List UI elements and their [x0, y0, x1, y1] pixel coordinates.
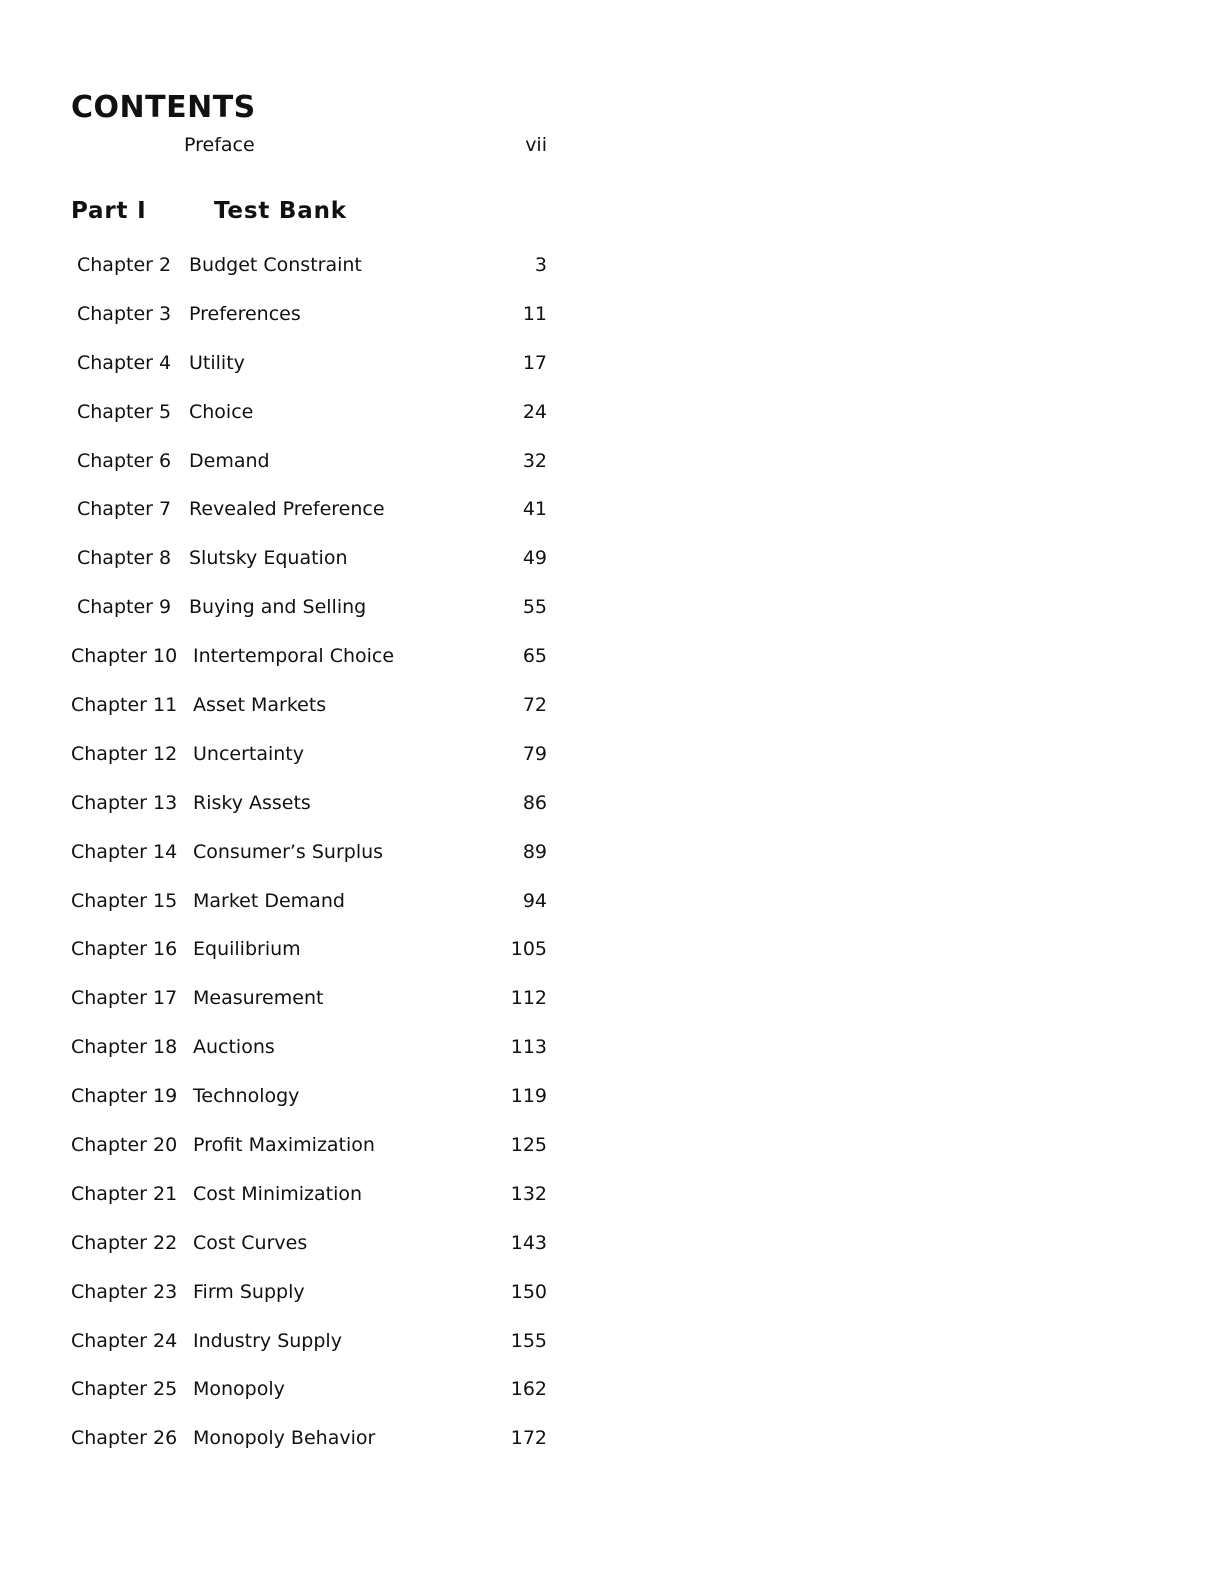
toc-entry-chapter[interactable] [71, 790, 547, 839]
toc-entry-chapter[interactable] [71, 1083, 547, 1132]
preface-page-number: vii [525, 134, 547, 156]
chapter-title: Market Demand [193, 889, 345, 912]
toc-entry-chapter[interactable] [71, 545, 547, 594]
chapter-title: Consumer’s Surplus [193, 840, 384, 863]
chapter-page-number: 49 [522, 547, 547, 570]
chapter-title: Profit Maximization [193, 1134, 375, 1157]
part-label: Part I [71, 198, 147, 224]
chapter-number: Chapter 3 [77, 302, 172, 325]
chapter-page-number: 41 [522, 498, 547, 521]
chapter-title: Asset Markets [193, 694, 327, 717]
chapter-number: Chapter 23 [71, 1280, 178, 1303]
chapter-number: Chapter 12 [71, 742, 178, 765]
chapter-page-number: 11 [522, 302, 547, 325]
chapter-number: Chapter 19 [71, 1085, 178, 1108]
toc-entry-chapter[interactable] [71, 350, 547, 399]
preface-label: Preface [184, 134, 255, 156]
page-title: CONTENTS [71, 90, 256, 126]
chapter-page-number: 132 [510, 1182, 547, 1205]
toc-entry-chapter[interactable] [71, 301, 547, 350]
chapter-page-number: 143 [510, 1231, 547, 1254]
chapter-page-number: 119 [510, 1085, 547, 1108]
chapter-title: Monopoly Behavior [193, 1427, 376, 1450]
toc-entry-chapter[interactable] [71, 643, 547, 692]
chapter-title: Measurement [193, 987, 324, 1010]
chapter-number: Chapter 9 [77, 596, 172, 619]
chapter-page-number: 162 [510, 1378, 547, 1401]
chapter-number: Chapter 14 [71, 840, 178, 863]
chapter-number: Chapter 7 [77, 498, 172, 521]
chapter-title: Risky Assets [193, 791, 311, 814]
toc-entry-chapter[interactable] [71, 936, 547, 985]
chapter-page-number: 55 [522, 596, 547, 619]
chapter-number: Chapter 13 [71, 791, 178, 814]
chapter-page-number: 112 [510, 987, 547, 1010]
chapter-page-number: 113 [510, 1036, 547, 1059]
chapter-number: Chapter 11 [71, 694, 178, 717]
chapter-number: Chapter 4 [77, 351, 172, 374]
toc-entry-chapter[interactable] [71, 692, 547, 741]
chapter-title: Buying and Selling [189, 596, 367, 619]
chapter-page-number: 3 [534, 254, 547, 276]
chapter-page-number: 125 [510, 1134, 547, 1157]
chapter-title: Cost Curves [193, 1231, 308, 1254]
chapter-title: Choice [189, 400, 254, 423]
chapter-page-number: 89 [522, 840, 547, 863]
toc-entry-chapter[interactable] [71, 1376, 547, 1425]
chapter-page-number: 155 [510, 1329, 547, 1352]
chapter-number: Chapter 18 [71, 1036, 178, 1059]
toc-entry-chapter[interactable] [71, 1230, 547, 1279]
chapter-number: Chapter 8 [77, 547, 172, 570]
chapter-number: Chapter 5 [77, 400, 172, 423]
chapter-page-number: 32 [522, 449, 547, 472]
chapter-title: Utility [189, 351, 245, 374]
toc-entry-chapter[interactable] [71, 1132, 547, 1181]
chapter-title: Slutsky Equation [189, 547, 348, 570]
chapter-page-number: 72 [522, 694, 547, 717]
chapter-title: Budget Constraint [189, 254, 362, 276]
part-title: Test Bank [214, 198, 347, 224]
chapter-number: Chapter 10 [71, 645, 178, 668]
chapter-page-number: 65 [522, 645, 547, 668]
toc-entry-chapter[interactable] [71, 1034, 547, 1083]
toc-entry-chapter[interactable] [71, 399, 547, 448]
toc-entry-chapter[interactable] [71, 1279, 547, 1328]
chapter-number: Chapter 6 [77, 449, 172, 472]
chapter-title: Preferences [189, 302, 301, 325]
chapter-title: Technology [193, 1085, 300, 1108]
chapter-page-number: 24 [522, 400, 547, 423]
chapter-page-number: 94 [522, 889, 547, 912]
chapter-number: Chapter 16 [71, 938, 178, 961]
chapter-number: Chapter 25 [71, 1378, 178, 1401]
toc-entry-chapter[interactable] [71, 1181, 547, 1230]
toc-entry-chapter[interactable] [71, 741, 547, 790]
chapter-title: Monopoly [193, 1378, 285, 1401]
chapter-number: Chapter 20 [71, 1134, 178, 1157]
chapter-number: Chapter 15 [71, 889, 178, 912]
chapter-title: Uncertainty [193, 742, 305, 765]
toc-entry-chapter[interactable] [71, 1425, 547, 1474]
chapter-title: Industry Supply [193, 1329, 342, 1352]
toc-entry-chapter[interactable] [71, 448, 547, 497]
toc-entry-chapter[interactable] [71, 888, 547, 937]
chapter-title: Demand [189, 449, 270, 472]
chapter-page-number: 79 [522, 742, 547, 765]
chapter-number: Chapter 24 [71, 1329, 178, 1352]
toc-entry-chapter[interactable] [71, 985, 547, 1034]
toc-entry-chapter[interactable] [71, 594, 547, 643]
chapter-page-number: 86 [522, 791, 547, 814]
chapter-page-number: 172 [510, 1427, 547, 1450]
chapter-list [71, 252, 547, 1474]
chapter-number: Chapter 21 [71, 1182, 178, 1205]
chapter-number: Chapter 2 [77, 254, 172, 276]
toc-entry-preface[interactable] [71, 134, 547, 160]
chapter-title: Cost Minimization [193, 1182, 363, 1205]
toc-entry-chapter[interactable] [71, 252, 547, 301]
chapter-page-number: 150 [510, 1280, 547, 1303]
chapter-title: Firm Supply [193, 1280, 305, 1303]
toc-entry-chapter[interactable] [71, 839, 547, 888]
chapter-number: Chapter 17 [71, 987, 178, 1010]
chapter-title: Auctions [193, 1036, 275, 1059]
chapter-page-number: 17 [522, 351, 547, 374]
chapter-title: Revealed Preference [189, 498, 385, 521]
chapter-title: Equilibrium [193, 938, 301, 961]
chapter-number: Chapter 26 [71, 1427, 178, 1450]
toc-entry-chapter[interactable] [71, 1328, 547, 1377]
toc-entry-chapter[interactable] [71, 496, 547, 545]
chapter-number: Chapter 22 [71, 1231, 178, 1254]
chapter-title: Intertemporal Choice [193, 645, 395, 668]
chapter-page-number: 105 [510, 938, 547, 961]
